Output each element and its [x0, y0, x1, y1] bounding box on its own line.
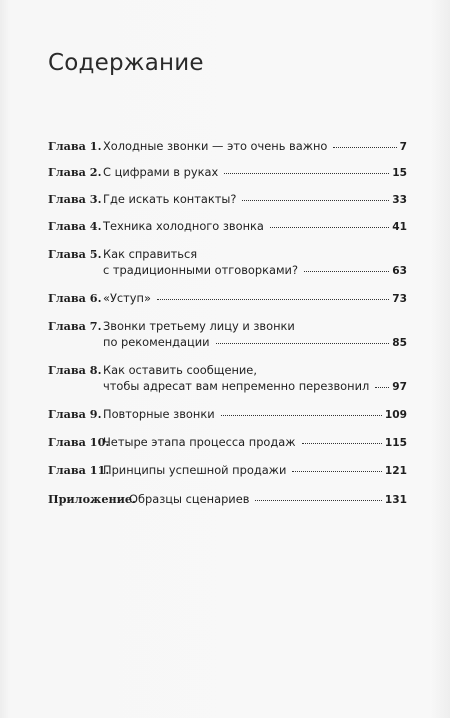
- page-number: 63: [392, 265, 407, 277]
- appendix-label: Приложение.: [48, 492, 136, 506]
- dot-leader: [157, 299, 389, 300]
- dot-leader: [292, 471, 382, 472]
- dot-leader: [221, 415, 382, 416]
- page-number: 131: [384, 494, 407, 506]
- chapter-title: чтобы адресат вам непременно перезвонил: [103, 379, 370, 393]
- chapter-title: Техника холодного звонка: [103, 219, 264, 233]
- page-number: 121: [384, 465, 407, 477]
- chapter-label: Глава 1.: [48, 139, 102, 153]
- page-number: 33: [392, 194, 407, 206]
- chapter-label: Глава 3.: [48, 192, 102, 206]
- page-number: 85: [392, 337, 407, 349]
- page-number: 7: [399, 141, 407, 153]
- dot-leader: [302, 443, 382, 444]
- page-title: Содержание: [48, 50, 204, 76]
- chapter-title: Четыре этапа процесса продаж: [103, 435, 296, 449]
- chapter-title: С цифрами в руках: [103, 165, 219, 179]
- page-number: 73: [392, 293, 407, 305]
- chapter-label: Глава 10.: [48, 435, 110, 449]
- page-number: 97: [392, 381, 407, 393]
- page-number: 115: [384, 437, 407, 449]
- chapter-label: Глава 2.: [48, 165, 102, 179]
- chapter-title: Образцы сценариев: [129, 492, 250, 506]
- dot-leader: [242, 200, 389, 201]
- dot-leader: [255, 500, 381, 501]
- chapter-title: «Уступ»: [103, 291, 151, 305]
- chapter-title: Холодные звонки — это очень важно: [103, 139, 328, 153]
- chapter-label: Глава 7.: [48, 319, 102, 333]
- dot-leader: [304, 271, 389, 272]
- page-number: 109: [384, 409, 407, 421]
- chapter-label: Глава 9.: [48, 407, 102, 421]
- chapter-label: Глава 4.: [48, 219, 102, 233]
- chapter-title: Звонки третьему лицу и звонки: [103, 319, 295, 333]
- page-number: 15: [392, 167, 407, 179]
- dot-leader: [216, 343, 390, 344]
- chapter-title: Как справиться: [103, 247, 198, 261]
- dot-leader: [224, 173, 389, 174]
- chapter-label: Глава 11.: [48, 463, 110, 477]
- chapter-label: Глава 6.: [48, 291, 102, 305]
- chapter-title: с традиционными отговорками?: [103, 263, 299, 277]
- chapter-label: Глава 8.: [48, 363, 102, 377]
- page-number: 41: [392, 221, 407, 233]
- dot-leader: [333, 147, 396, 148]
- chapter-title: Принципы успешной продажи: [103, 463, 287, 477]
- chapter-title: Где искать контакты?: [103, 192, 237, 206]
- dot-leader: [270, 227, 389, 228]
- chapter-label: Глава 5.: [48, 247, 102, 261]
- chapter-title: по рекомендации: [103, 335, 210, 349]
- chapter-title: Повторные звонки: [103, 407, 215, 421]
- dot-leader: [375, 387, 389, 388]
- chapter-title: Как оставить сообщение,: [103, 363, 257, 377]
